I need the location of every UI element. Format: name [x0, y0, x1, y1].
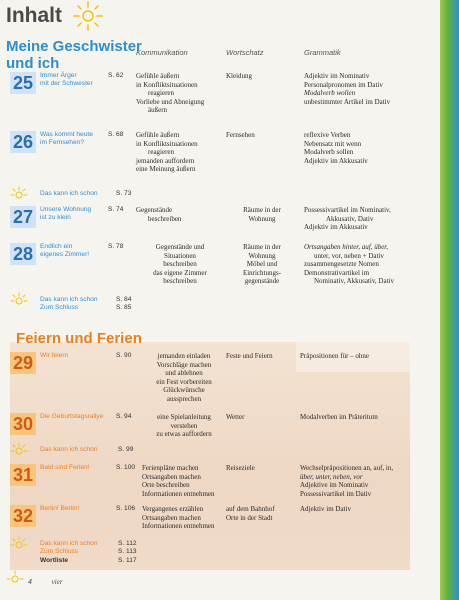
- wortschatz-cell: Kleidung: [226, 72, 253, 80]
- sun-icon: [10, 292, 28, 308]
- page-ref: S. 112 S. 113 S. 117: [118, 540, 137, 564]
- unit-title[interactable]: Endlich ein eigenes Zimmer!: [40, 243, 90, 259]
- unit-number-badge: 30: [10, 413, 36, 435]
- next-page-edge: [440, 0, 459, 600]
- unit-title[interactable]: Wir feiern: [40, 352, 69, 359]
- section-title-feiern: Feiern und Ferien: [16, 330, 142, 347]
- page-ref: S. 73: [116, 190, 132, 197]
- wortschatz-cell: Reiseziele: [226, 464, 255, 472]
- das-kann-link[interactable]: Das kann ich schon Zum Schluss Wortliste: [40, 540, 98, 564]
- page-ref: S. 74: [108, 206, 124, 213]
- wortschatz-cell: Feste und Feiern: [226, 352, 273, 360]
- sun-icon: [10, 536, 28, 552]
- das-kann-link[interactable]: Das kann ich schon Zum Schluss: [40, 296, 98, 312]
- page-ref: S. 90: [116, 352, 132, 359]
- page-title: Inhalt: [6, 4, 62, 27]
- sun-icon: [72, 0, 104, 32]
- kommunikation-cell: Gefühle äußern in Konfliktsituationen reagieren jemanden auffordern eine Meinung äußern: [136, 131, 198, 174]
- grammatik-cell: Modalverben im Präteritum: [300, 413, 378, 421]
- column-header-kommunikation: Kommunikation: [136, 48, 188, 57]
- grammatik-cell: Adjektiv im Nominativ Personalpronomen im Dativ Modalverb wollen unbestimmter Artikel im Dativ: [304, 72, 391, 106]
- unit-number-badge: 32: [10, 505, 36, 527]
- wortschatz-cell: Räume in der Wohnung Möbel und Einrichtungs- gegenstände: [242, 243, 282, 286]
- column-header-grammatik: Grammatik: [304, 48, 341, 57]
- kommunikation-cell: Vergangenes erzählen Ortsangaben machen Informationen entnehmen: [142, 505, 215, 531]
- sun-icon: [10, 186, 28, 202]
- column-header-wortschatz: Wortschatz: [226, 48, 264, 57]
- page-number: 4: [28, 579, 32, 586]
- sun-icon: [6, 570, 24, 586]
- grammatik-cell: Adjektiv im Dativ: [300, 505, 351, 513]
- das-kann-link[interactable]: Das kann ich schon: [40, 446, 98, 453]
- grammatik-cell: Ortsangaben hinter, auf, über, unter, vor, neben + Dativ zusammengesetzte Nomen Demonstrativartikel im Nominativ, Akkusativ, Dativ: [304, 243, 394, 286]
- wortschatz-cell: Fernsehen: [226, 131, 255, 139]
- unit-title[interactable]: Bald sind Ferien!: [40, 464, 90, 471]
- page-ref: S. 78: [108, 243, 124, 250]
- page-edge-shadow: [430, 20, 440, 600]
- page-number-word: vier: [51, 578, 63, 586]
- das-kann-link[interactable]: Das kann ich schon: [40, 190, 98, 197]
- kommunikation-cell: eine Spielanleitung verstehen zu etwas auffordern: [156, 413, 212, 439]
- page-ref: S. 99: [118, 446, 134, 453]
- section-title-geschwister: Meine Geschwister und ich: [6, 38, 142, 72]
- sun-icon: [10, 442, 28, 458]
- unit-number-badge: 28: [10, 243, 36, 265]
- grammatik-cell: Possessivartikel im Nominativ, Akkusativ, Dativ Adjektiv im Akkusativ: [304, 206, 391, 232]
- unit-number-badge: 26: [10, 131, 36, 153]
- unit-title[interactable]: Immer Ärger mit der Schwester: [40, 72, 93, 88]
- page-ref: S. 62: [108, 72, 124, 79]
- page-footer: [28, 578, 63, 586]
- kommunikation-cell: Ferienpläne machen Ortsangaben machen Orte beschreiben Informationen entnehmen: [142, 464, 215, 498]
- kommunikation-cell: jemanden einladen Vorschläge machen und ablehnen ein Fest vorbereiten Glückwünsche aussprechen: [156, 352, 212, 403]
- unit-title[interactable]: Berlin! Berlin!: [40, 505, 80, 512]
- unit-number-badge: 31: [10, 464, 36, 486]
- kommunikation-cell: Gegenstände beschreiben: [136, 206, 182, 223]
- kommunikation-cell: Gegenstände und Situationen beschreiben das eigene Zimmer beschreiben: [153, 243, 207, 286]
- page-ref: S. 68: [108, 131, 124, 138]
- grammatik-cell: Präpositionen für – ohne: [300, 352, 370, 360]
- wortschatz-cell: Räume in der Wohnung: [243, 206, 281, 223]
- unit-number-badge: 27: [10, 206, 36, 228]
- unit-title[interactable]: Was kommt heute im Fernsehen?: [40, 131, 93, 147]
- unit-title[interactable]: Die Geburtstagsrallye: [40, 413, 104, 420]
- wortschatz-cell: Wetter: [226, 413, 245, 421]
- grammatik-cell: Wechselpräpositionen an, auf, in, über, unter, neben, vor Adjektive im Nominativ Possessivartikel im Dativ: [300, 464, 394, 498]
- unit-number-badge: 29: [10, 352, 36, 374]
- kommunikation-cell: Gefühle äußern in Konfliktsituationen reagieren Vorliebe und Abneigung äußern: [136, 72, 205, 115]
- grammatik-cell: reflexive Verben Nebensatz mit wenn Modalverb sollen Adjektiv im Akkusativ: [304, 131, 368, 165]
- page-ref: S. 94: [116, 413, 132, 420]
- page-ref: S. 100: [116, 464, 136, 471]
- wortschatz-cell: auf dem Bahnhof Orte in der Stadt: [226, 505, 275, 522]
- unit-title[interactable]: Unsere Wohnung ist zu klein: [40, 206, 92, 222]
- page-ref: S. 106: [116, 505, 136, 512]
- page-ref: S. 84 S. 85: [116, 296, 132, 312]
- wortliste-link: Wortliste: [40, 556, 69, 564]
- unit-number-badge: 25: [10, 72, 36, 94]
